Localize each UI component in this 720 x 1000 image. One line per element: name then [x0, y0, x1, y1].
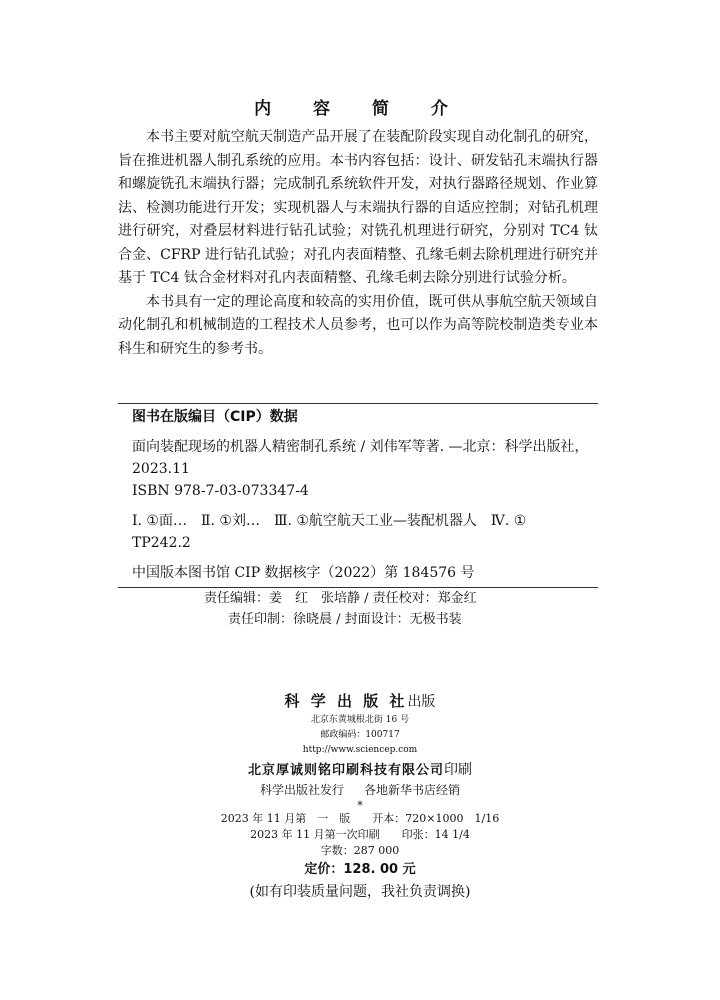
printer-line [0, 760, 720, 781]
summary-paragraph-2: 本书具有一定的理论高度和较高的实用价值，既可供从事航空航天领域自动化制孔和机械制造的工程技术人员参考，也可以作为高等院校制造类专业本科生和研究生的参考书。 [118, 293, 598, 357]
cip-record-number: 中国版本图书馆 CIP 数据核字（2022）第 184576 号 [132, 565, 475, 581]
separator-asterisk: * [357, 799, 363, 812]
cip-block [118, 406, 598, 584]
cip-top-divider [118, 403, 598, 404]
edition: 2023 年 11 月第 一 版 [220, 812, 351, 825]
quality-notice: (如有印装质量问题，我社负责调换) [249, 884, 471, 900]
publisher-suffix: 出版 [407, 694, 436, 710]
printer-name: 北京厚诚则铭印刷科技有限公司 [247, 763, 444, 778]
price: 定价：128. 00 元 [304, 862, 416, 877]
cip-title-line: 面向装配现场的机器人精密制孔系统 / 刘伟军等著. —北京：科学出版社，2023.11 [132, 439, 589, 477]
credit-line-editors: 责任编辑：姜 红 张培静 / 责任校对：郑金红 [204, 591, 477, 606]
cip-classification: Ⅰ. ①面… Ⅱ. ①刘… Ⅲ. ①航空航天工业—装配机器人 Ⅳ. ① TP242.2 [132, 513, 541, 551]
publisher-name: 科 学 出 版 社 [284, 692, 408, 710]
edition-line [0, 811, 720, 827]
retailer: 各地新华书店经销 [364, 783, 461, 797]
cip-isbn: ISBN 978-7-03-073347-4 [132, 483, 309, 499]
publisher-postcode: 邮政编码：100717 [320, 730, 400, 740]
imprint-block [0, 690, 720, 903]
printer-suffix: 印刷 [444, 762, 472, 778]
printing-line [0, 827, 720, 843]
word-count: 字数：287 000 [320, 844, 400, 857]
page-format: 开本：720×1000 1/16 [372, 812, 500, 825]
distributor: 科学出版社发行 [259, 783, 344, 797]
cip-heading: 图书在版编目（CIP）数据 [132, 409, 298, 425]
publisher-address: 北京东黄城根北街 16 号 [310, 715, 410, 725]
book-summary [118, 126, 598, 361]
section-title: 内 容 简 介 [254, 99, 466, 119]
credit-line-production: 责任印制：徐晓晨 / 封面设计：无极书装 [228, 612, 462, 627]
printing: 2023 年 11 月第一次印刷 [250, 828, 380, 841]
distribution-line [0, 781, 720, 800]
publisher-website: http://www.sciencep.com [302, 745, 418, 755]
print-sheets: 印张：14 1/4 [401, 828, 470, 841]
publisher-line [0, 690, 720, 713]
summary-paragraph-1: 本书主要对航空航天制造产品开展了在装配阶段实现自动化制孔的研究，旨在推进机器人制孔系统的应用。本书内容包括：设计、研发钻孔末端执行器和螺旋铣孔末端执行器；完成制孔系统软件开发，对执行器路径规划、作业算法、检测功能进行开发；实现机器人与末端执行器的自适应控制；对钻孔机理进行研究，对叠层材料进行钻孔试验；对铣孔机理进行研究，分别对 TC4 钛合金、CFRP 进行钻孔试验；对孔内表面精整、孔缘毛刺去除机理进行研究并基于 TC4 钛合金材料对孔内表面精整、孔缘毛刺去除分别进行试验分析。 [118, 129, 598, 286]
